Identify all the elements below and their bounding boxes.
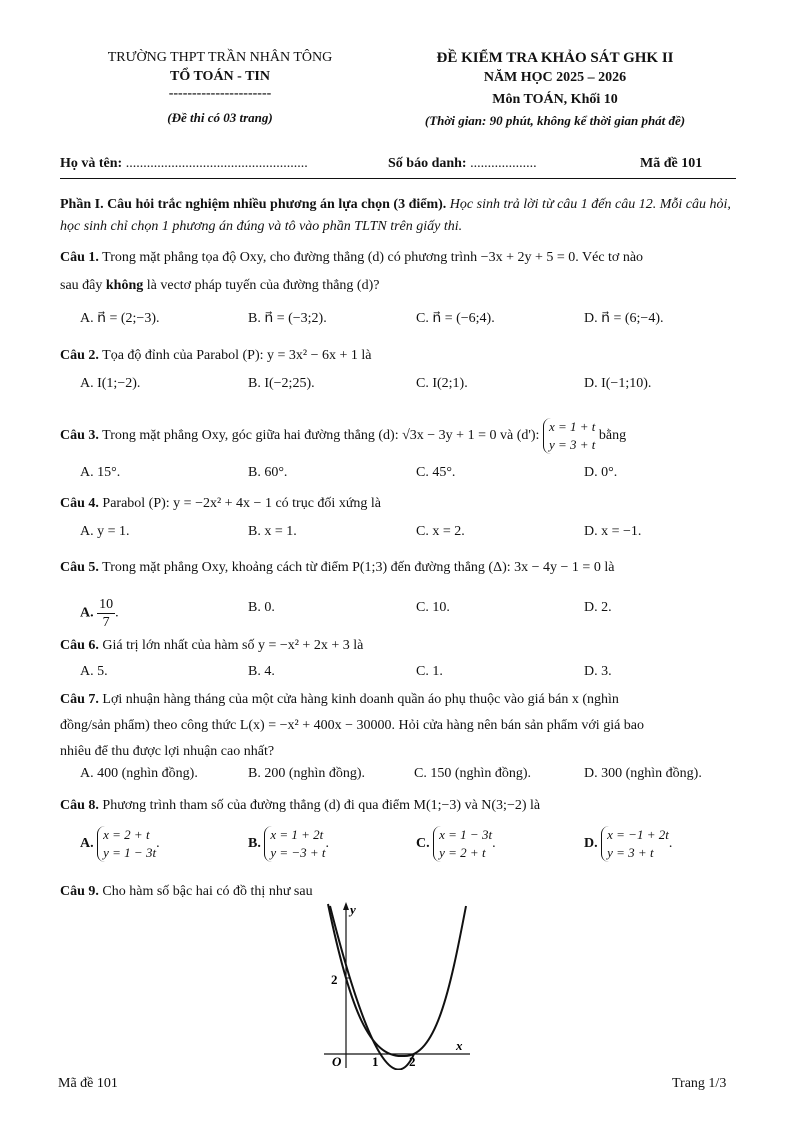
question-label: Câu 3. xyxy=(60,428,99,444)
option-b[interactable]: B. I(−2;25). xyxy=(248,376,315,391)
system-line: x = 2 + t xyxy=(103,827,150,842)
school-name: TRƯỜNG THPT TRẦN NHÂN TÔNG xyxy=(107,50,333,65)
option-c[interactable]: C. 45°. xyxy=(416,465,456,480)
option-letter: B. xyxy=(248,836,261,852)
question-2-options xyxy=(0,376,794,398)
option-c[interactable]: C. n⃗ = (−6;4). xyxy=(416,311,495,326)
system-line: y = −3 + t xyxy=(270,845,326,860)
parametric-system xyxy=(264,826,325,862)
question-label: Câu 9. xyxy=(60,884,99,899)
part1-instruction-1: Học sinh trả lời từ câu 1 đến câu 12. xyxy=(449,197,657,212)
name-label: Họ và tên: xyxy=(60,156,123,171)
option-d[interactable]: D. 3. xyxy=(584,664,612,679)
question-4-options xyxy=(0,524,794,546)
question-text: Cho hàm số bậc hai có đồ thị như sau xyxy=(102,884,313,899)
part1-instruction-2: Mỗi câu hỏi, học sinh chỉ chọn 1 phương án đúng và tô vào phần TLTN trên giấy thi. xyxy=(60,197,731,234)
question-text: Lợi nhuận hàng tháng của một cửa hàng kinh doanh quần áo phụ thuộc vào giá bán x (nghìn xyxy=(102,692,619,707)
question-2 xyxy=(60,344,738,368)
subject: Môn TOÁN, Khối 10 xyxy=(492,92,618,107)
option-a[interactable]: A. n⃗ = (2;−3). xyxy=(80,311,160,326)
question-5-options xyxy=(0,588,794,628)
option-b[interactable]: B. 60°. xyxy=(248,465,288,480)
name-dots: .................................................... xyxy=(125,156,308,171)
x-tick-label-1: 1 xyxy=(372,1054,379,1069)
option-b[interactable]: B. 0. xyxy=(248,600,275,615)
question-3-options xyxy=(0,465,794,487)
student-name-line xyxy=(60,156,308,172)
fraction-denominator: 7 xyxy=(102,615,110,630)
option-letter: A. xyxy=(80,836,94,852)
option-d[interactable]: D. 0°. xyxy=(584,465,618,480)
question-text: Tọa độ đỉnh của Parabol (P): y = 3x² − 6x + 1 là xyxy=(102,348,372,363)
parametric-system xyxy=(543,418,595,454)
y-axis-arrow-icon xyxy=(343,902,349,910)
option-letter: A. xyxy=(80,605,94,621)
system-line: x = 1 + t xyxy=(548,419,596,434)
question-7-line-3: nhiêu để thu được lợi nhuận cao nhất? xyxy=(60,744,275,759)
page-count-note: (Đề thi có 03 trang) xyxy=(167,110,273,125)
option-d[interactable]: D. x = −1 + 2t y = 3 + t . xyxy=(584,827,673,860)
question-label: Câu 5. xyxy=(60,560,99,575)
option-c[interactable]: C. 10. xyxy=(416,600,450,615)
header-divider: ---------------------- xyxy=(168,86,272,101)
question-1-options xyxy=(0,310,794,332)
parabola-curve-main xyxy=(328,904,466,1056)
option-a[interactable]: A. x = 2 + t y = 1 − 3t . xyxy=(80,827,160,860)
fraction-numerator: 10 xyxy=(99,597,114,612)
footer-code: Mã đề 101 xyxy=(58,1076,118,1091)
question-5 xyxy=(60,556,738,580)
option-c[interactable]: C. 150 (nghìn đồng). xyxy=(414,766,532,781)
option-letter: D. xyxy=(584,836,598,852)
option-a[interactable]: A. y = 1. xyxy=(80,524,130,539)
x-axis-label: x xyxy=(456,1038,463,1053)
parabola-graph xyxy=(310,900,490,1070)
question-text: Giá trị lớn nhất của hàm số y = −x² + 2x + 3 là xyxy=(102,638,364,653)
system-line: y = 2 + t xyxy=(439,845,486,860)
id-dots: ................... xyxy=(470,156,537,171)
system-line: y = 1 − 3t xyxy=(103,845,157,860)
system-line: y = 3 + t xyxy=(607,845,654,860)
option-a[interactable]: A. 5. xyxy=(80,664,108,679)
question-text: Trong mặt phẳng Oxy, góc giữa hai đường thẳng (d): √3x − 3y + 1 = 0 và (d'): xyxy=(102,428,540,444)
system-line: x = 1 − 3t xyxy=(439,827,493,842)
option-c[interactable]: C. 1. xyxy=(416,664,443,679)
option-a[interactable]: A. I(1;−2). xyxy=(80,376,141,391)
option-b[interactable]: B. 4. xyxy=(248,664,275,679)
part1-title: Phần I. Câu hỏi trắc nghiệm nhiều phương án lựa chọn (3 điểm). xyxy=(60,197,447,212)
option-c[interactable]: C. I(2;1). xyxy=(416,376,468,391)
question-text: là vectơ pháp tuyến của đường thẳng (d)? xyxy=(146,278,380,293)
option-a[interactable]: A. $\frac{10}{7}$ . xyxy=(80,597,119,630)
exam-code: Mã đề 101 xyxy=(640,156,703,171)
y-axis-label: y xyxy=(350,902,356,917)
question-8-options xyxy=(0,826,794,870)
option-b[interactable]: B. x = 1. xyxy=(248,524,297,539)
system-line: y = 3 + t xyxy=(548,437,596,452)
question-label: Câu 4. xyxy=(60,496,99,511)
option-d[interactable]: D. 2. xyxy=(584,600,612,615)
time-note: (Thời gian: 90 phút, không kể thời gian phát đề) xyxy=(424,113,686,128)
department: TỔ TOÁN - TIN xyxy=(170,69,270,84)
id-label: Số báo danh: xyxy=(388,156,467,171)
parametric-system xyxy=(97,826,156,862)
question-text: Trong mặt phẳng tọa độ Oxy, cho đường thẳng (d) có phương trình −3x + 2y + 5 = 0. Véc tơ nào xyxy=(102,250,644,265)
parabola-curve xyxy=(330,906,414,1070)
option-c[interactable]: C. x = 2. xyxy=(416,524,465,539)
y-tick-label: 2 xyxy=(331,972,338,987)
parametric-system xyxy=(433,826,492,862)
exam-title: ĐỀ KIỂM TRA KHẢO SÁT GHK II xyxy=(436,50,674,66)
option-d[interactable]: D. I(−1;10). xyxy=(584,376,652,391)
question-7 xyxy=(60,688,738,712)
option-letter: C. xyxy=(416,836,430,852)
question-6 xyxy=(60,634,738,658)
header-rule xyxy=(60,178,736,179)
question-1 xyxy=(60,246,738,270)
student-id-line xyxy=(388,156,537,172)
option-d[interactable]: D. 300 (nghìn đồng). xyxy=(584,766,702,781)
question-text: Trong mặt phẳng Oxy, khoảng cách từ điểm P(1;3) đến đường thẳng (Δ): 3x − 4y − 1 = 0 là xyxy=(102,560,615,575)
system-line: x = 1 + 2t xyxy=(270,827,324,842)
question-label: Câu 2. xyxy=(60,348,99,363)
origin-label: O xyxy=(332,1054,342,1069)
option-b[interactable]: B. 200 (nghìn đồng). xyxy=(248,766,366,781)
question-4 xyxy=(60,492,738,516)
fraction xyxy=(97,596,115,631)
x-tick-label-2: 2 xyxy=(409,1054,416,1069)
parametric-system xyxy=(601,826,669,862)
question-label: Câu 8. xyxy=(60,798,99,813)
option-d[interactable]: D. n⃗ = (6;−4). xyxy=(584,311,664,326)
question-emphasis: không xyxy=(105,278,144,293)
option-a[interactable]: A. 15°. xyxy=(80,465,121,480)
option-d[interactable]: D. x = −1. xyxy=(584,524,642,539)
option-b[interactable]: B. n⃗ = (−3;2). xyxy=(248,311,327,326)
option-c[interactable]: C. x = 1 − 3t y = 2 + t . xyxy=(416,827,496,860)
question-8 xyxy=(60,794,738,818)
question-text: sau đây xyxy=(60,278,103,293)
question-text: bằng xyxy=(598,428,627,444)
question-1-line-2 xyxy=(60,274,738,298)
footer-page: Trang 1/3 xyxy=(672,1076,727,1091)
question-label: Câu 6. xyxy=(60,638,99,653)
system-line: x = −1 + 2t xyxy=(607,827,669,842)
question-7-line-2: đồng/sản phẩm) theo công thức L(x) = −x² + 400x − 30000. Hỏi cửa hàng nên bán sản phẩm với giá bao xyxy=(60,718,645,733)
school-year: NĂM HỌC 2025 – 2026 xyxy=(483,70,627,85)
option-a[interactable]: A. 400 (nghìn đồng). xyxy=(80,766,198,781)
question-6-options xyxy=(0,664,794,686)
part1-heading xyxy=(60,194,738,238)
option-b[interactable]: B. x = 1 + 2t y = −3 + t . xyxy=(248,827,330,860)
question-label: Câu 1. xyxy=(60,250,99,265)
question-label: Câu 7. xyxy=(60,692,99,707)
question-text: Parabol (P): y = −2x² + 4x − 1 có trục đối xứng là xyxy=(102,496,382,511)
question-text: Phương trình tham số của đường thẳng (d) đi qua điểm M(1;−3) và N(3;−2) là xyxy=(102,798,541,813)
question-7-options xyxy=(0,766,794,788)
question-3 xyxy=(60,418,738,454)
